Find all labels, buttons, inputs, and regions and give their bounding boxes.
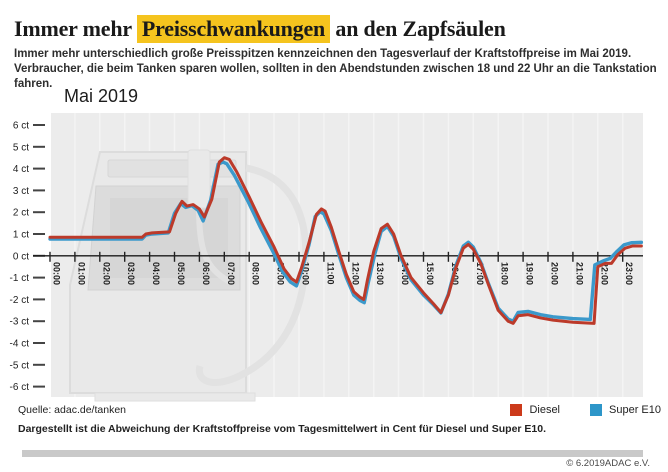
legend	[510, 404, 661, 416]
copyright: © 6.2019ADAC e.V.	[566, 458, 650, 469]
chart-caption: Dargestellt ist die Abweichung der Kraftstoffpreise vom Tagesmittelwert in Cent für Diesel und Super E10.	[18, 423, 547, 435]
diesel-swatch-icon	[510, 404, 522, 416]
title-prefix: Immer mehr	[14, 16, 137, 41]
x-tick-label: 01:00	[76, 262, 87, 286]
footer-divider	[22, 450, 643, 457]
x-tick-label: 18:00	[499, 262, 510, 286]
y-tick-label: -2 ct	[9, 294, 29, 306]
x-tick-label: 15:00	[425, 262, 435, 286]
legend-label-diesel: Diesel	[529, 404, 561, 416]
y-tick-label: -4 ct	[9, 338, 29, 350]
x-tick-label: 11:00	[325, 262, 336, 285]
y-tick-label: 4 ct	[12, 164, 29, 176]
source-note: Quelle: adac.de/tanken	[18, 404, 126, 416]
chart-title: Mai 2019	[64, 86, 139, 106]
x-tick-label: 19:00	[524, 262, 535, 286]
y-tick-label: -3 ct	[9, 316, 29, 328]
y-tick-label: 6 ct	[12, 120, 29, 132]
x-tick-label: 20:00	[549, 262, 560, 286]
y-tick-label: 0 ct	[12, 251, 29, 263]
x-tick-label: 22:00	[599, 262, 610, 286]
y-tick-label: -6 ct	[9, 382, 29, 394]
x-tick-label: 14:00	[400, 262, 411, 286]
y-tick-label: 1 ct	[12, 229, 29, 241]
subtitle-line-2: Verbraucher, die beim Tanken sparen wollen, sollten in den Abendstunden zwischen 18 und 22 Uhr an die Tankstation fahren.	[14, 63, 657, 90]
x-tick-label: 08:00	[250, 262, 261, 286]
x-tick-label: 03:00	[126, 262, 137, 286]
x-tick-label: 21:00	[574, 262, 585, 286]
x-tick-label: 13:00	[375, 262, 386, 286]
title-highlight: Preisschwankungen	[137, 15, 330, 43]
subtitle-line-1: Immer mehr unterschiedlich große Preisspitzen kennzeichnen den Tagesverlauf der Kraftstoffpreise im Mai 2019.	[14, 48, 632, 60]
pump-watermark-base	[95, 393, 255, 401]
y-tick-label: 5 ct	[12, 142, 29, 154]
y-tick-label: -1 ct	[9, 273, 29, 285]
x-tick-label: 07:00	[225, 262, 236, 286]
x-tick-label: 09:00	[275, 262, 286, 286]
pump-watermark-nozzle	[188, 150, 210, 208]
x-tick-label: 00:00	[51, 262, 62, 286]
x-tick-label: 04:00	[151, 262, 162, 286]
x-tick-label: 12:00	[350, 262, 361, 286]
legend-label-super-e10: Super E10	[609, 404, 661, 416]
x-tick-label: 23:00	[624, 262, 635, 286]
legend-item-super-e10	[590, 404, 661, 416]
x-tick-label: 02:00	[101, 262, 112, 286]
legend-item-diesel	[510, 404, 560, 416]
x-tick-label: 17:00	[474, 262, 485, 286]
x-tick-label: 16:00	[449, 262, 460, 286]
x-tick-label: 05:00	[176, 262, 186, 286]
y-tick-label: 2 ct	[12, 207, 29, 219]
y-tick-label: 3 ct	[12, 185, 29, 197]
title-suffix: an den Zapfsäulen	[330, 16, 506, 41]
super-e10-swatch-icon	[590, 404, 602, 416]
y-tick-label: -5 ct	[9, 360, 29, 372]
x-tick-label: 06:00	[200, 262, 211, 286]
x-tick-label: 10:00	[300, 262, 311, 286]
